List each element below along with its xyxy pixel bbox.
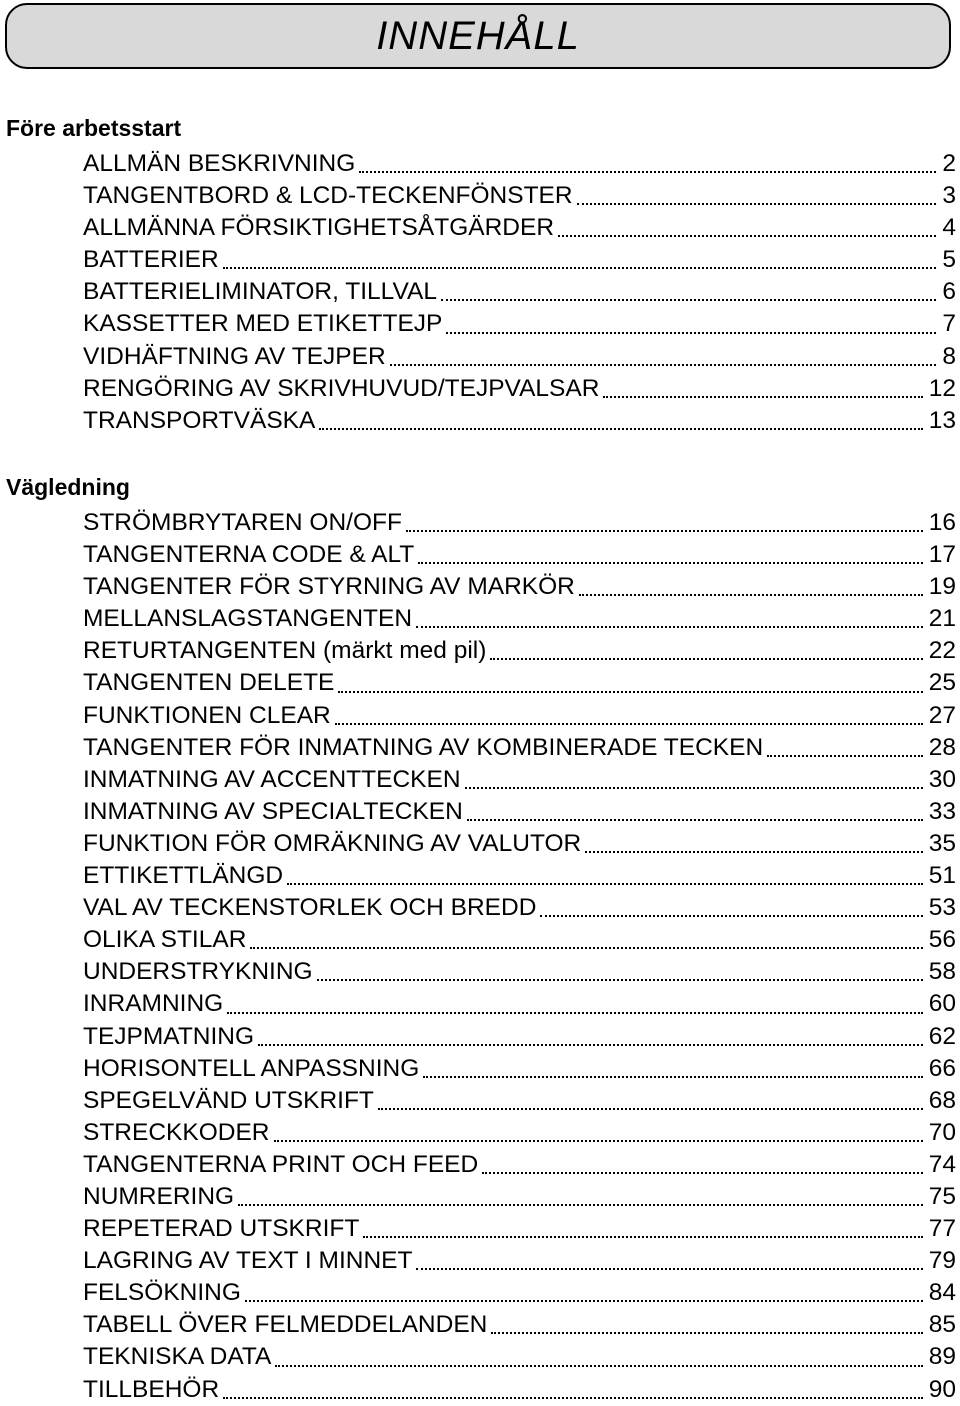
dot-leader: [579, 594, 923, 596]
toc-entry-label: KASSETTER MED ETIKETTEJP: [83, 310, 443, 338]
toc-entry-label: TEJPMATNING: [83, 1022, 255, 1050]
dot-leader: [416, 626, 923, 628]
dot-leader: [223, 267, 937, 269]
dot-leader: [418, 562, 922, 564]
toc-entry[interactable]: [83, 764, 956, 796]
dot-leader: [378, 1108, 923, 1110]
dot-leader: [406, 530, 923, 532]
dot-leader: [223, 1397, 923, 1399]
toc-list: [0, 507, 960, 1406]
toc-entry-page-number: 89: [928, 1343, 956, 1371]
toc-entry[interactable]: [83, 539, 956, 571]
toc-entry-label: VIDHÄFTNING AV TEJPER: [83, 342, 386, 370]
toc-entry-label: TANGENTEN DELETE: [83, 669, 335, 697]
toc-entry-label: TANGENTER FÖR STYRNING AV MARKÖR: [83, 573, 575, 601]
toc-list: [0, 148, 960, 437]
toc-entry[interactable]: [83, 924, 956, 956]
toc-entry[interactable]: [83, 988, 956, 1020]
toc-entry[interactable]: [83, 892, 956, 924]
toc-entry-page-number: 56: [928, 926, 956, 954]
toc-entry-page-number: 25: [928, 669, 956, 697]
dot-leader: [363, 1236, 922, 1238]
toc-entry[interactable]: [83, 1213, 956, 1245]
toc-entry[interactable]: [83, 956, 956, 988]
title-banner: [5, 3, 951, 69]
toc-entry-page-number: 7: [942, 310, 956, 338]
toc-entry[interactable]: [83, 796, 956, 828]
dot-leader: [317, 979, 923, 981]
dot-leader: [274, 1140, 923, 1142]
toc-entry-page-number: 70: [928, 1118, 956, 1146]
toc-entry-label: OLIKA STILAR: [83, 926, 247, 954]
toc-entry-label: TANGENTERNA CODE & ALT: [83, 541, 415, 569]
toc-entry[interactable]: [83, 148, 956, 180]
toc-entry-page-number: 62: [928, 1022, 956, 1050]
toc-entry-page-number: 68: [928, 1086, 956, 1114]
toc-entry[interactable]: [83, 571, 956, 603]
toc-entry-page-number: 75: [928, 1182, 956, 1210]
dot-leader: [275, 1365, 922, 1367]
dot-leader: [250, 947, 922, 949]
toc-entry-page-number: 74: [928, 1150, 956, 1178]
section-heading: Före arbetsstart: [6, 115, 182, 141]
toc-entry-label: TANGENTERNA PRINT OCH FEED: [83, 1150, 479, 1178]
toc-entry[interactable]: [83, 860, 956, 892]
dot-leader: [335, 723, 923, 725]
dot-leader: [767, 755, 923, 757]
dot-leader: [423, 1076, 922, 1078]
toc-entry-label: STRECKKODER: [83, 1118, 270, 1146]
toc-entry-label: INMATNING AV ACCENTTECKEN: [83, 765, 461, 793]
dot-leader: [540, 915, 922, 917]
dot-leader: [441, 299, 936, 301]
toc-entry[interactable]: [83, 1374, 956, 1406]
toc-entry[interactable]: [83, 244, 956, 276]
toc-entry-label: HORISONTELL ANPASSNING: [83, 1054, 420, 1082]
toc-entry-label: TANGENTER FÖR INMATNING AV KOMBINERADE TECKEN: [83, 733, 764, 761]
dot-leader: [603, 396, 922, 398]
dot-leader: [558, 235, 936, 237]
toc-entry-label: RETURTANGENTEN (märkt med pil): [83, 637, 487, 665]
toc-entry-label: FELSÖKNING: [83, 1279, 241, 1307]
toc-entry[interactable]: [83, 1149, 956, 1181]
toc-entry-page-number: 60: [928, 990, 956, 1018]
toc-entry-page-number: 22: [928, 637, 956, 665]
toc-entry-page-number: 77: [928, 1215, 956, 1243]
toc-entry-page-number: 90: [928, 1375, 956, 1403]
toc-entry[interactable]: [83, 308, 956, 340]
toc-entry-label: REPETERAD UTSKRIFT: [83, 1215, 360, 1243]
toc-entry-page-number: 12: [928, 374, 956, 402]
toc-entry-label: TEKNISKA DATA: [83, 1343, 272, 1371]
toc-entry[interactable]: [83, 700, 956, 732]
toc-entry-label: TILLBEHÖR: [83, 1375, 220, 1403]
toc-entry-label: MELLANSLAGSTANGENTEN: [83, 605, 413, 633]
toc-entry[interactable]: [83, 1181, 956, 1213]
toc-entry[interactable]: [83, 828, 956, 860]
toc-entry[interactable]: [83, 732, 956, 764]
dot-leader: [338, 691, 922, 693]
toc-entry-label: UNDERSTRYKNING: [83, 958, 313, 986]
dot-leader: [238, 1204, 923, 1206]
toc-entry-label: INRAMNING: [83, 990, 224, 1018]
toc-entry-page-number: 33: [928, 797, 956, 825]
dot-leader: [227, 1012, 923, 1014]
toc-entry[interactable]: [83, 1117, 956, 1149]
toc-entry-page-number: 4: [942, 214, 956, 242]
toc-entry[interactable]: [83, 341, 956, 373]
toc-entry-label: ALLMÄNNA FÖRSIKTIGHETSÅTGÄRDER: [83, 214, 555, 242]
toc-entry[interactable]: [83, 276, 956, 308]
toc-entry-label: RENGÖRING AV SKRIVHUVUD/TEJPVALSAR: [83, 374, 600, 402]
toc-entry[interactable]: [83, 667, 956, 699]
dot-leader: [585, 851, 923, 853]
dot-leader: [319, 428, 922, 430]
toc-entry-label: INMATNING AV SPECIALTECKEN: [83, 797, 463, 825]
toc-entry-page-number: 5: [942, 246, 956, 274]
toc-entry-label: STRÖMBRYTAREN ON/OFF: [83, 509, 402, 536]
toc-entry[interactable]: [83, 1309, 956, 1341]
toc-entry-label: TANGENTBORD & LCD-TECKENFÖNSTER: [83, 182, 573, 210]
toc-entry[interactable]: [83, 1341, 956, 1373]
dot-leader: [390, 364, 937, 366]
toc-entry-page-number: 13: [928, 406, 956, 434]
toc-entry-page-number: 19: [928, 573, 956, 601]
toc-entry[interactable]: [83, 1277, 956, 1309]
toc-entry-page-number: 28: [928, 733, 956, 761]
toc-entry-page-number: 85: [928, 1311, 956, 1339]
section-heading: Vägledning: [6, 474, 130, 500]
toc-entry-page-number: 53: [928, 894, 956, 922]
toc-entry-label: SPEGELVÄND UTSKRIFT: [83, 1086, 374, 1114]
dot-leader: [467, 819, 923, 821]
toc-entry[interactable]: [83, 212, 956, 244]
toc-entry-page-number: 66: [928, 1054, 956, 1082]
dot-leader: [490, 658, 922, 660]
toc-entry-page-number: 35: [928, 829, 956, 857]
toc-entry-page-number: 16: [928, 509, 956, 536]
toc-section-fore-arbetsstart: [0, 108, 960, 437]
toc-entry-page-number: 3: [942, 182, 956, 210]
toc-entry-page-number: 51: [928, 862, 956, 890]
dot-leader: [258, 1044, 923, 1046]
toc-entry-label: TABELL ÖVER FELMEDDELANDEN: [83, 1311, 488, 1339]
toc-entry-page-number: 27: [928, 701, 956, 729]
dot-leader: [287, 883, 923, 885]
dot-leader: [491, 1332, 922, 1334]
toc-entry-label: FUNKTIONEN CLEAR: [83, 701, 331, 729]
toc-entry[interactable]: [83, 1245, 956, 1277]
toc-entry-page-number: 79: [928, 1247, 956, 1275]
toc-entry-page-number: 21: [928, 605, 956, 633]
toc-section-vagledning: [0, 467, 960, 1406]
dot-leader: [446, 332, 936, 334]
toc-entry[interactable]: [83, 603, 956, 635]
dot-leader: [416, 1268, 922, 1270]
toc-entry[interactable]: [83, 1053, 956, 1085]
toc-entry[interactable]: [83, 635, 956, 667]
dot-leader: [245, 1300, 923, 1302]
toc-entry[interactable]: [83, 1085, 956, 1117]
toc-entry-page-number: 6: [942, 278, 956, 306]
toc-entry-label: ALLMÄN BESKRIVNING: [83, 150, 356, 177]
dot-leader: [465, 787, 923, 789]
toc-entry-page-number: 17: [928, 541, 956, 569]
toc-entry-label: LAGRING AV TEXT I MINNET: [83, 1247, 413, 1275]
toc-entry[interactable]: [83, 1021, 956, 1053]
toc-entry-label: FUNKTION FÖR OMRÄKNING AV VALUTOR: [83, 829, 582, 857]
toc-entry-label: VAL AV TECKENSTORLEK OCH BREDD: [83, 894, 537, 922]
dot-leader: [577, 203, 937, 205]
toc-entry-page-number: 84: [928, 1279, 956, 1307]
toc-entry-label: ETTIKETTLÄNGD: [83, 862, 284, 890]
toc-entry[interactable]: [83, 405, 956, 437]
toc-entry-label: TRANSPORTVÄSKA: [83, 406, 316, 434]
toc-entry[interactable]: [83, 507, 956, 539]
dot-leader: [359, 171, 936, 173]
toc-entry-page-number: 58: [928, 958, 956, 986]
toc-entry-label: BATTERIELIMINATOR, TILLVAL: [83, 278, 437, 306]
page-title: INNEHÅLL: [376, 13, 580, 58]
toc-entry[interactable]: [83, 180, 956, 212]
dot-leader: [482, 1172, 923, 1174]
toc-entry-page-number: 30: [928, 765, 956, 793]
toc-entry-page-number: 8: [942, 342, 956, 370]
toc-entry-label: BATTERIER: [83, 246, 219, 274]
toc-entry-label: NUMRERING: [83, 1182, 235, 1210]
toc-entry[interactable]: [83, 373, 956, 405]
toc-entry-page-number: 2: [942, 150, 956, 177]
